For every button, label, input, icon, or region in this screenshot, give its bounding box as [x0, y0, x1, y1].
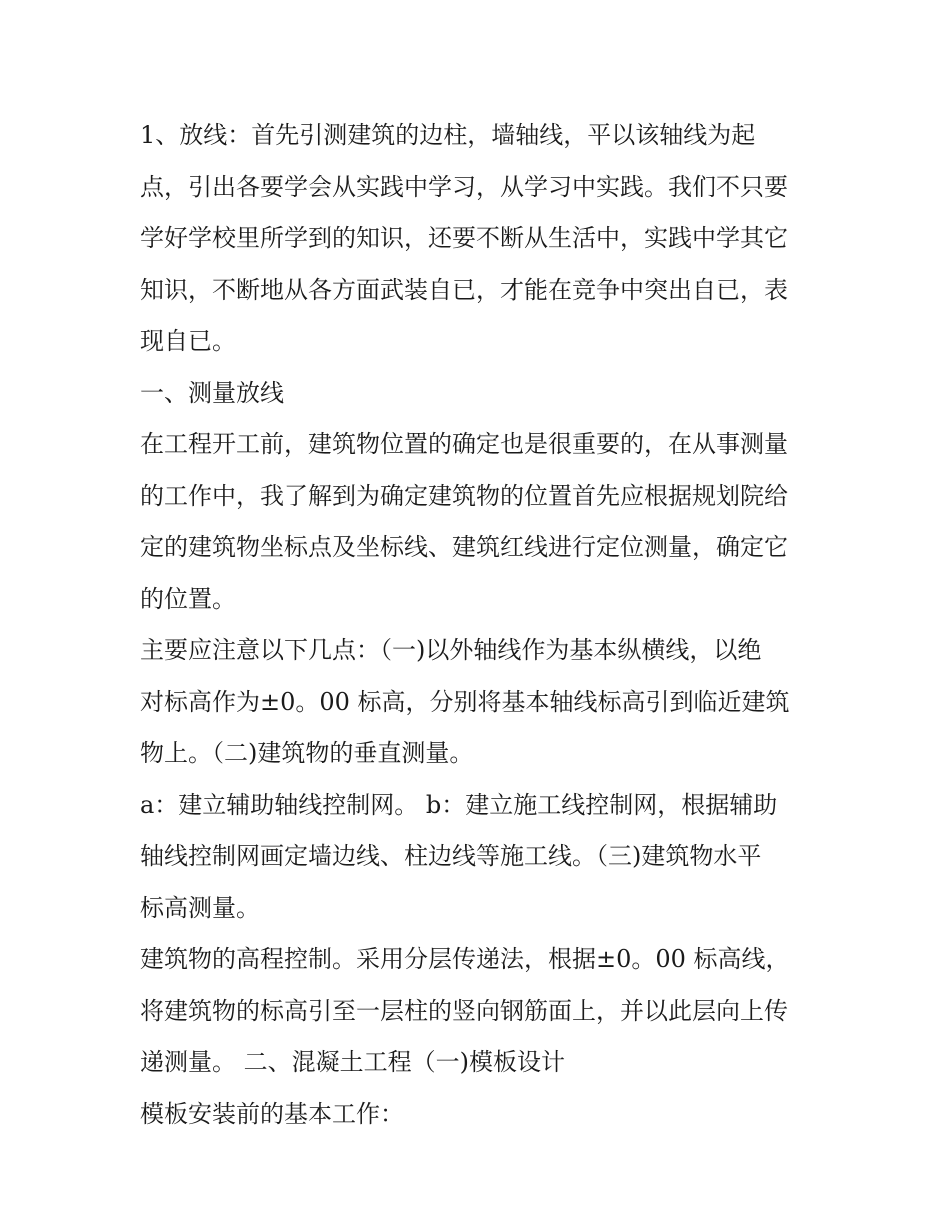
text-line: 主要应注意以下几点：（一)以外轴线作为基本纵横线，以绝 [140, 636, 762, 664]
text-line: 将建筑物的标高引至一层柱的竖向钢筋面上，并以此层向上传 [140, 996, 788, 1025]
section-heading: 一、测量放线 [140, 378, 284, 407]
text-line: 递测量。 二、混凝土工程（一)模板设计 [140, 1048, 565, 1076]
text-line: a：建立辅助轴线控制网。 b：建立施工线控制网，根据辅助 [140, 790, 778, 819]
text-line: 模板安装前的基本工作： [140, 1099, 404, 1128]
text-line: 知识，不断地从各方面武装自已，才能在竞争中突出自已，表 [140, 275, 788, 304]
text-line: 对标高作为±0。00 标高，分别将基本轴线标高引到临近建筑 [140, 687, 790, 716]
text-line: 物上。（二)建筑物的垂直测量。 [140, 739, 474, 767]
document-body [140, 110, 820, 1140]
text-line: 建筑物的高程控制。采用分层传递法，根据±0。00 标高线， [140, 945, 790, 973]
text-line: 的位置。 [140, 584, 236, 613]
text-line: 的工作中，我了解到为确定建筑物的位置首先应根据规划院给 [140, 481, 788, 510]
text-line: 1、放线：首先引测建筑的边柱，墙轴线，平以该轴线为起 [140, 121, 756, 149]
text-line: 学好学校里所学到的知识，还要不断从生活中，实践中学其它 [140, 224, 788, 252]
text-line: 在工程开工前，建筑物位置的确定也是很重要的，在从事测量 [140, 430, 788, 458]
text-line: 轴线控制网画定墙边线、柱边线等施工线。（三)建筑物水平 [140, 842, 762, 870]
text-line: 现自已。 [140, 327, 236, 355]
text-line: 点，引出各要学会从实践中学习，从学习中实践。我们不只要 [140, 172, 788, 201]
text-line: 定的建筑物坐标点及坐标线、建筑红线进行定位测量，确定它 [140, 533, 788, 561]
text-line: 标高测量。 [140, 893, 260, 922]
